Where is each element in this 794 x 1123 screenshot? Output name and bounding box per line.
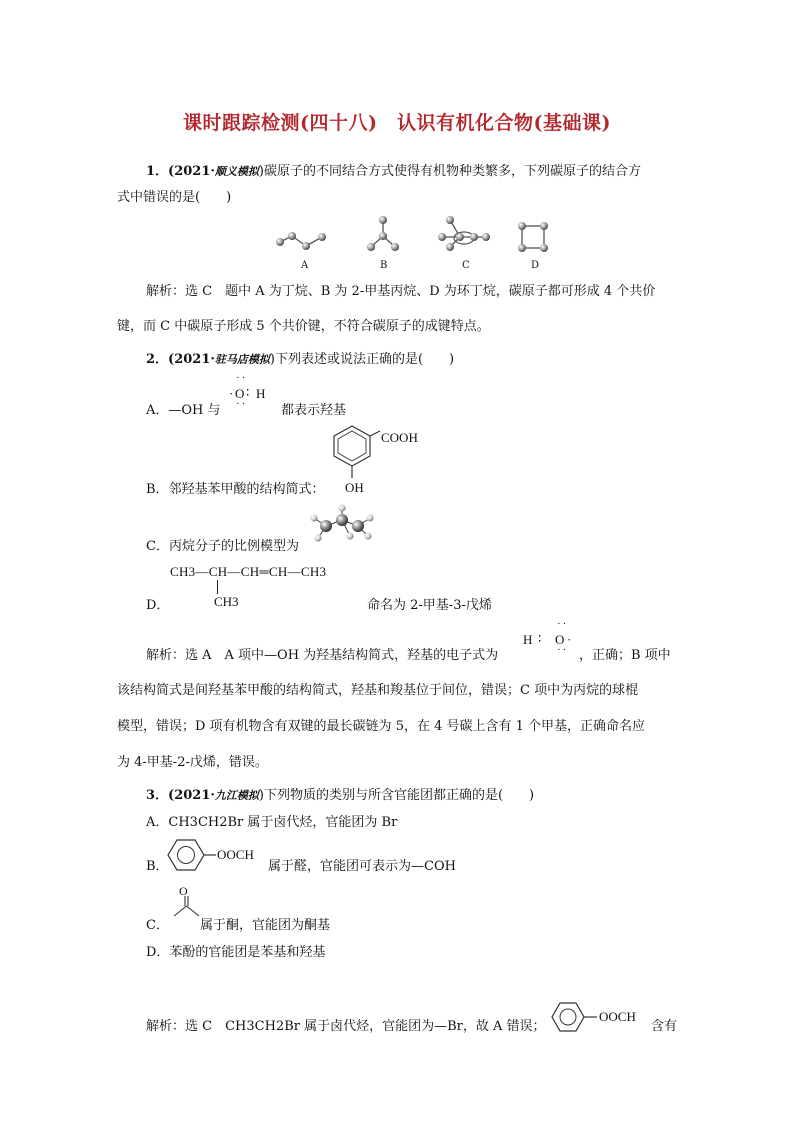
electron-o-2: O — [555, 632, 565, 647]
atom — [347, 533, 354, 540]
q2-analysis-line2: 该结构简式是间羟基苯甲酸的结构简式，羟基和羧基位于间位，错误；C 项中为丙烷的球棍 — [117, 683, 639, 698]
q2-branch-bond — [217, 580, 219, 594]
q3-analysis-prefix: 解析：选 C CH3CH2Br 属于卤代烃，官能团为—Br，故 A 错误； — [146, 1019, 546, 1034]
electron-o: O — [235, 386, 245, 401]
atom — [446, 216, 454, 224]
q2-analysis-line1a: 解析：选 A A 项中—OH 为羟基结构简式，羟基的电子式为 — [146, 648, 499, 663]
q2-stem-text: )下列表述或说法正确的是( ) — [269, 352, 455, 367]
atom — [438, 233, 446, 241]
q2-option-a-suffix: 都表示羟基 — [281, 403, 347, 418]
q3-stem — [146, 788, 534, 804]
q1-stem-line1 — [146, 164, 641, 180]
q2-formula-main: CH3—CH—CH═CH—CH3 — [170, 564, 327, 579]
q2-source-year: (2021· — [168, 352, 215, 367]
atom — [276, 238, 284, 246]
atom — [302, 242, 310, 250]
q2-option-c: C．丙烷分子的比例模型为 — [146, 539, 299, 554]
atom — [320, 520, 332, 532]
q2-electron-formula-hydroxyl: ·· H ∶ O · ·· — [523, 618, 572, 656]
q1-analysis-line1: 解析：选 C 题中 A 为丁烷、B 为 2-甲基丙烷、D 为环丁烷，碳原子都可形成 4 个共价 — [146, 284, 656, 299]
title-main: 课时跟踪检测(四十八) 认识有机化合物( — [183, 112, 543, 134]
q1-stem-1: )碳原子的不同结合方式使得有机物种类繁多，下列碳原子的结合方 — [258, 164, 641, 179]
atom — [367, 243, 375, 251]
fig-label-c: C — [462, 260, 470, 271]
q2-formula-ch3: CH3 — [214, 594, 239, 609]
q2-formula-oh: OH — [345, 480, 364, 495]
q2-source-name: 驻马店模拟 — [214, 353, 270, 366]
fig-label-b: B — [380, 260, 388, 271]
q3-option-d: D．苯酚的官能团是苯基和羟基 — [146, 945, 326, 960]
q1-analysis-line2: 键，而 C 中碳原子形成 5 个共价键，不符合碳原子的成键特点。 — [117, 319, 490, 334]
atom — [446, 243, 454, 251]
atom — [391, 243, 399, 251]
q2-formula-cooh: COOH — [381, 430, 418, 445]
atom — [540, 222, 548, 230]
q3-formula-ooch-b: OOCH — [217, 847, 254, 862]
q2-stem — [146, 352, 454, 368]
q2-electron-formula-oh: ·· · O ∶ H ·· — [229, 372, 266, 410]
q3-option-a: A．CH3CH2Br 属于卤代烃，官能团为 Br — [146, 815, 398, 830]
q3-source-year: (2021· — [168, 788, 215, 803]
q1-stem-line2: 式中错误的是( ) — [117, 190, 232, 205]
atom — [315, 535, 322, 542]
atom — [336, 514, 348, 526]
atom — [339, 505, 346, 512]
fig-label-a: A — [301, 260, 309, 271]
atom — [311, 515, 318, 522]
q2-analysis-line4: 为 4-甲基-2-戊烯，错误。 — [117, 755, 268, 770]
q1-source-year: (2021· — [168, 164, 215, 179]
q3-number: 3． — [146, 788, 169, 803]
title-bold: 基础课 — [542, 112, 602, 134]
q3-option-c-prefix: C． — [146, 918, 169, 933]
q1-number: 1． — [146, 164, 169, 179]
q3-benzene-ring-b — [166, 836, 218, 874]
atom — [470, 233, 478, 241]
q1-carbon-figures — [270, 212, 560, 272]
atom — [518, 244, 526, 252]
atom — [540, 244, 548, 252]
q2-propane-model — [306, 504, 376, 548]
q3-formula-ooch-analysis: OOCH — [599, 1009, 636, 1024]
q2-number: 2． — [146, 352, 169, 367]
q2-option-a-prefix: A．—OH 与 — [146, 403, 221, 418]
q2-option-d-suffix: 命名为 2-甲基-3-戊烯 — [367, 598, 492, 613]
q3-option-b-suffix: 属于醛，官能团可表示为—COH — [268, 859, 456, 874]
atom — [379, 216, 387, 224]
figure-a-chain — [276, 232, 326, 250]
fig-label-d: D — [531, 260, 540, 271]
title-close: ) — [601, 112, 611, 134]
atom — [379, 232, 387, 240]
q3-benzene-ring-analysis — [551, 1000, 603, 1036]
q2-analysis-line3: 模型，错误；D 项有机物含有双键的最长碳链为 5，在 4 号碳上含有 1 个甲基，正确命名应 — [117, 719, 646, 734]
q3-source-name: 九江模拟 — [214, 789, 259, 802]
q3-formula-o: O — [179, 884, 188, 898]
atom — [518, 222, 526, 230]
atom — [288, 232, 296, 240]
figure-c-five-bonds — [438, 216, 490, 251]
q3-analysis-suffix: 含有 — [651, 1019, 678, 1034]
q2-option-d-prefix: D． — [146, 598, 170, 613]
figure-d-ring — [518, 222, 548, 252]
q1-source-name: 顺义模拟 — [214, 165, 259, 178]
q2-benzene-ring-b — [330, 420, 380, 482]
atom — [482, 233, 490, 241]
figure-b-branched — [367, 216, 399, 251]
q2-analysis-line1b: ，正确；B 项中 — [579, 648, 671, 663]
atom — [352, 520, 364, 532]
atom — [365, 533, 372, 540]
q3-option-b-prefix: B． — [146, 859, 169, 874]
electron-h: H — [256, 386, 266, 401]
q3-stem-text: )下列物质的类别与所含官能团都正确的是( ) — [258, 788, 535, 803]
atom — [318, 233, 326, 241]
q2-option-b: B．邻羟基苯甲酸的结构简式： — [146, 482, 325, 497]
electron-h-2: H — [523, 632, 533, 647]
page-title — [0, 108, 794, 135]
q3-option-c-suffix: 属于酮，官能团为酮基 — [200, 918, 331, 933]
atom — [367, 515, 374, 522]
atom — [456, 233, 464, 241]
